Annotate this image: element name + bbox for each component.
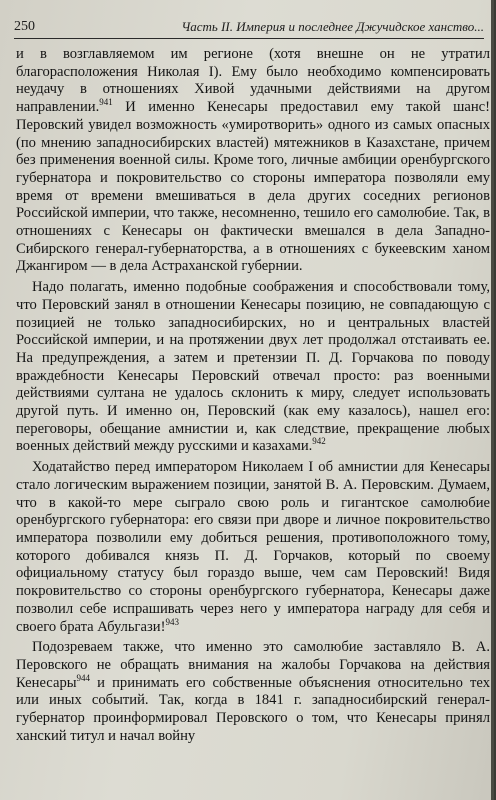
paragraph-text: Подозреваем также, что именно это самолюбие заставляло В. А. Перовского не обращать внимания на жалобы Горчакова на действия Кенесары <box>16 639 490 691</box>
page-header <box>14 0 484 39</box>
paragraph-text: и в возглавляемом им регионе (хотя внешне он не утратил благорасположения Николая I). Ему было необходимо компенсировать неудачу в отношениях Хивой удачными действиями на другом направлении. <box>16 46 490 116</box>
paragraph-text: И именно Кенесары предоставил ему такой шанс! Перовский увидел возможность «умиротворить» одного из самых опасных (по мнению западносибирских властей) мятежников в Казахстане, причем без применения военной силы. Кроме того, личные амбиции оренбургского губернатора и покровительство со стороны императора позволяли ему время от времени вмешиваться в дела других соседних регионов Российской империи, что также, несомненно, тешило его самолюбие. Так, в отношениях с Кенесары он фактически вмешался в дела Западно-Сибирского генерал-губернаторства, а в отношениях с букеевским ханом Джангиром — в дела Астраханской губернии. <box>16 99 490 275</box>
body-text <box>16 46 490 745</box>
paragraph <box>16 639 490 745</box>
running-head: Часть II. Империя и последнее Джучидское ханство... <box>181 19 484 34</box>
page-number: 250 <box>14 19 35 34</box>
paragraph-text: Надо полагать, именно подобные соображения и способствовали тому, что Перовский занял в отношении Кенесары позицию, не совпадающую с позицией не только западносибирских, но и центральных властей Российской империи, и на протяжении двух лет продолжал отстаивать ее. На предупреждения, а затем и претензии П. Д. Горчакова по поводу враждебности Кенесары Перовский отвечал просто: раз военными действиями султана не удалось склонить к миру, следует использовать другой путь. И именно он, Перовский (как ему казалось), нашел его: переговоры, обещание амнистии и, как следствие, прекращение любых военных действий между русскими и казахами. <box>16 279 490 455</box>
paragraph <box>16 459 490 636</box>
paragraph-text: и принимать его собственные объяснения относительно тех или иных событий. Так, когда в 1841 г. западносибирский генерал-губернатор проинформировал Перовского о том, что Кенесары принял ханский титул и начал войну <box>16 674 490 744</box>
footnote-marker: 944 <box>76 672 91 683</box>
footnote-marker: 941 <box>99 97 113 108</box>
paragraph <box>16 279 490 456</box>
footnote-marker: 943 <box>165 616 179 627</box>
page-edge-shadow <box>491 0 494 800</box>
paragraph <box>16 46 490 276</box>
footnote-marker: 942 <box>312 436 326 447</box>
paragraph-text: Ходатайство перед императором Николаем I об амнистии для Кенесары стало логическим выражением позиции, занятой В. А. Перовским. Думаем, что в какой-то мере сыграло свою роль и гигантское самолюбие оренбургского губернатора: его связи при дворе и личное покровительство императора позволили ему добиться решения, противоположного тому, которого добивался князь П. Д. Горчаков, который по своему официальному статусу был гораздо выше, чем сам Перовский! Видя покровительство со стороны оренбургского губернатора, Кенесары даже позволил себе испрашивать через него у императора награду для себя и своего брата Абульгази! <box>16 459 490 635</box>
